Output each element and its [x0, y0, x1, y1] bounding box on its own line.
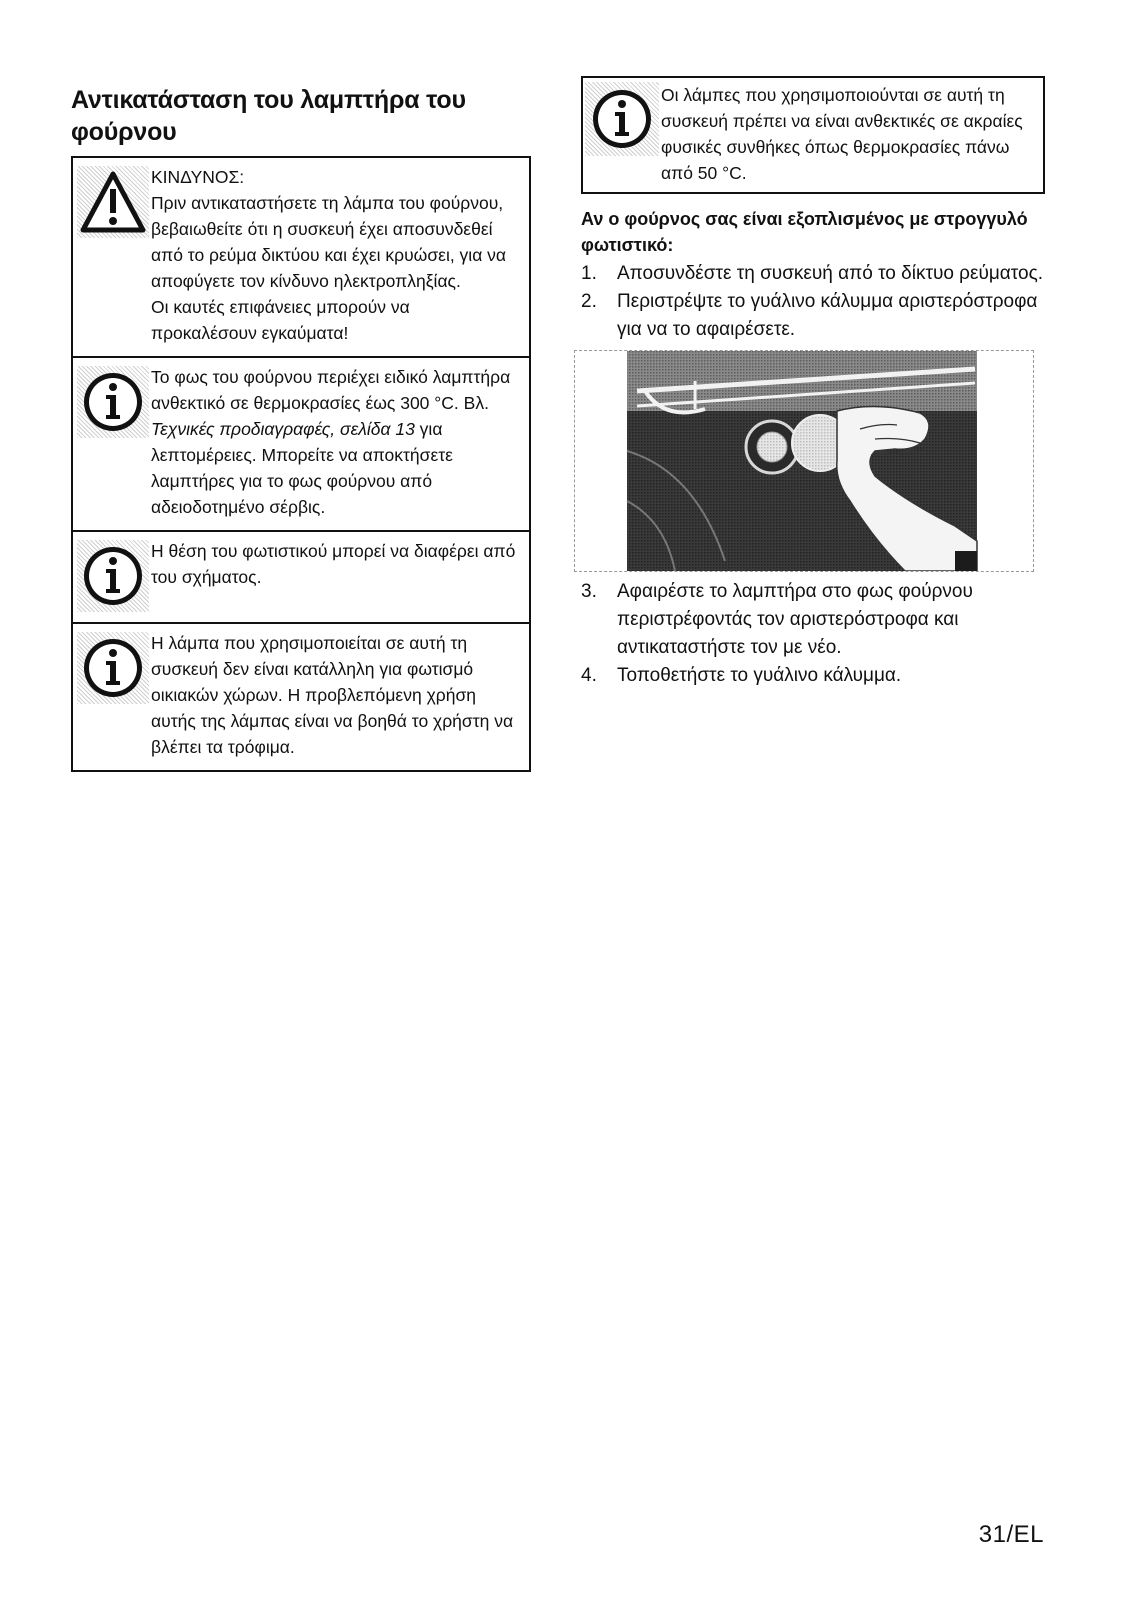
- step-number: 3.: [581, 581, 597, 602]
- info-notice-lamp-spec: [73, 356, 529, 530]
- step-text: Τοποθετήστε το γυάλινο κάλυμμα.: [617, 665, 902, 686]
- page-title: Αντικατάσταση του λαμπτήρα του φούρνου: [71, 86, 466, 146]
- danger-paragraph-1: Πριν αντικαταστήσετε τη λάμπα του φούρνου, βεβαιωθείτε ότι η συσκευή έχει αποσυνδεθεί από το ρεύμα δικτύου και έχει κρυώσει, για να αποφύγετε τον κίνδυνο ηλεκτροπληξίας.: [151, 193, 507, 291]
- info-position-paragraph: Η θέση του φωτιστικού μπορεί να διαφέρει από του σχήματος.: [151, 541, 516, 587]
- steps-list-b: [581, 578, 1045, 690]
- info-notice-durability: [581, 76, 1045, 194]
- step-item: [581, 288, 1045, 344]
- info-text-lamp-spec: [151, 364, 517, 520]
- step-number: 2.: [581, 291, 597, 312]
- step-text: Περιστρέψτε το γυάλινο κάλυμμα αριστερόστροφα για να το αφαιρέσετε.: [617, 291, 1038, 340]
- danger-label: ΚΙΝΔΥΝΟΣ:: [151, 167, 245, 187]
- lamp-cover-illustration: [574, 350, 1034, 572]
- step-item: [581, 662, 1045, 690]
- step-item: [581, 578, 1045, 662]
- info-icon: [77, 632, 149, 704]
- round-lamp-heading: Αν ο φούρνος σας είναι εξοπλισμένος με στρογγυλό φωτιστικό:: [581, 209, 1028, 255]
- step-number: 1.: [581, 263, 597, 284]
- notice-stack: [71, 156, 531, 772]
- spec-reference-link[interactable]: Τεχνικές προδιαγραφές, σελίδα 13: [151, 419, 415, 439]
- info-icon: [77, 540, 149, 612]
- right-column: [581, 76, 1045, 690]
- info-text-usage: [151, 630, 517, 760]
- left-column: [71, 84, 531, 772]
- steps-list-a: [581, 260, 1045, 344]
- info-durability-text: Οι λάμπες που χρησιμοποιούνται σε αυτή τη συσκευή πρέπει να είναι ανθεκτικές σε ακραίες φυσικές συνθήκες όπως θερμοκρασίες πάνω από 50 °C.: [661, 85, 1023, 183]
- info-usage-paragraph: Η λάμπα που χρησιμοποιείται σε αυτή τη συσκευή δεν είναι κατάλληλη για φωτισμό οικιακών χώρων. Η προβλεπόμενη χρήση αυτής της λάμπας είναι να βοηθά το χρήστη να βλέπει τα τρόφιμα.: [151, 633, 514, 757]
- danger-notice: [73, 158, 529, 356]
- danger-paragraph-2: Οι καυτές επιφάνειες μπορούν να προκαλέσουν εγκαύματα!: [151, 297, 410, 343]
- danger-text: [151, 164, 517, 346]
- step-number: 4.: [581, 665, 597, 686]
- info-text-position: [151, 538, 517, 590]
- page-number: 31/EL: [978, 1521, 1044, 1548]
- info-notice-position: [73, 530, 529, 622]
- step-text: Αφαιρέστε το λαμπτήρα στο φως φούρνου περιστρέφοντάς τον αριστερόστροφα και αντικαταστήστε τον με νέο.: [617, 581, 973, 658]
- info-notice-usage: [73, 622, 529, 770]
- info-icon: [77, 366, 149, 438]
- step-item: [581, 260, 1045, 288]
- warning-triangle-icon: [77, 166, 149, 238]
- info-lamp-text-a: Το φως του φούρνου περιέχει ειδικό λαμπτήρα ανθεκτικό σε θερμοκρασίες έως 300 °C. Βλ.: [151, 367, 511, 413]
- info-icon: [585, 82, 659, 156]
- info-lamp-text-b: για λεπτομέρειες. Μπορείτε να αποκτήσετε λαμπτήρες για το φως φούρνου από αδειοδοτημένο σέρβις.: [151, 419, 453, 517]
- step-text: Αποσυνδέστε τη συσκευή από το δίκτυο ρεύματος.: [617, 263, 1044, 284]
